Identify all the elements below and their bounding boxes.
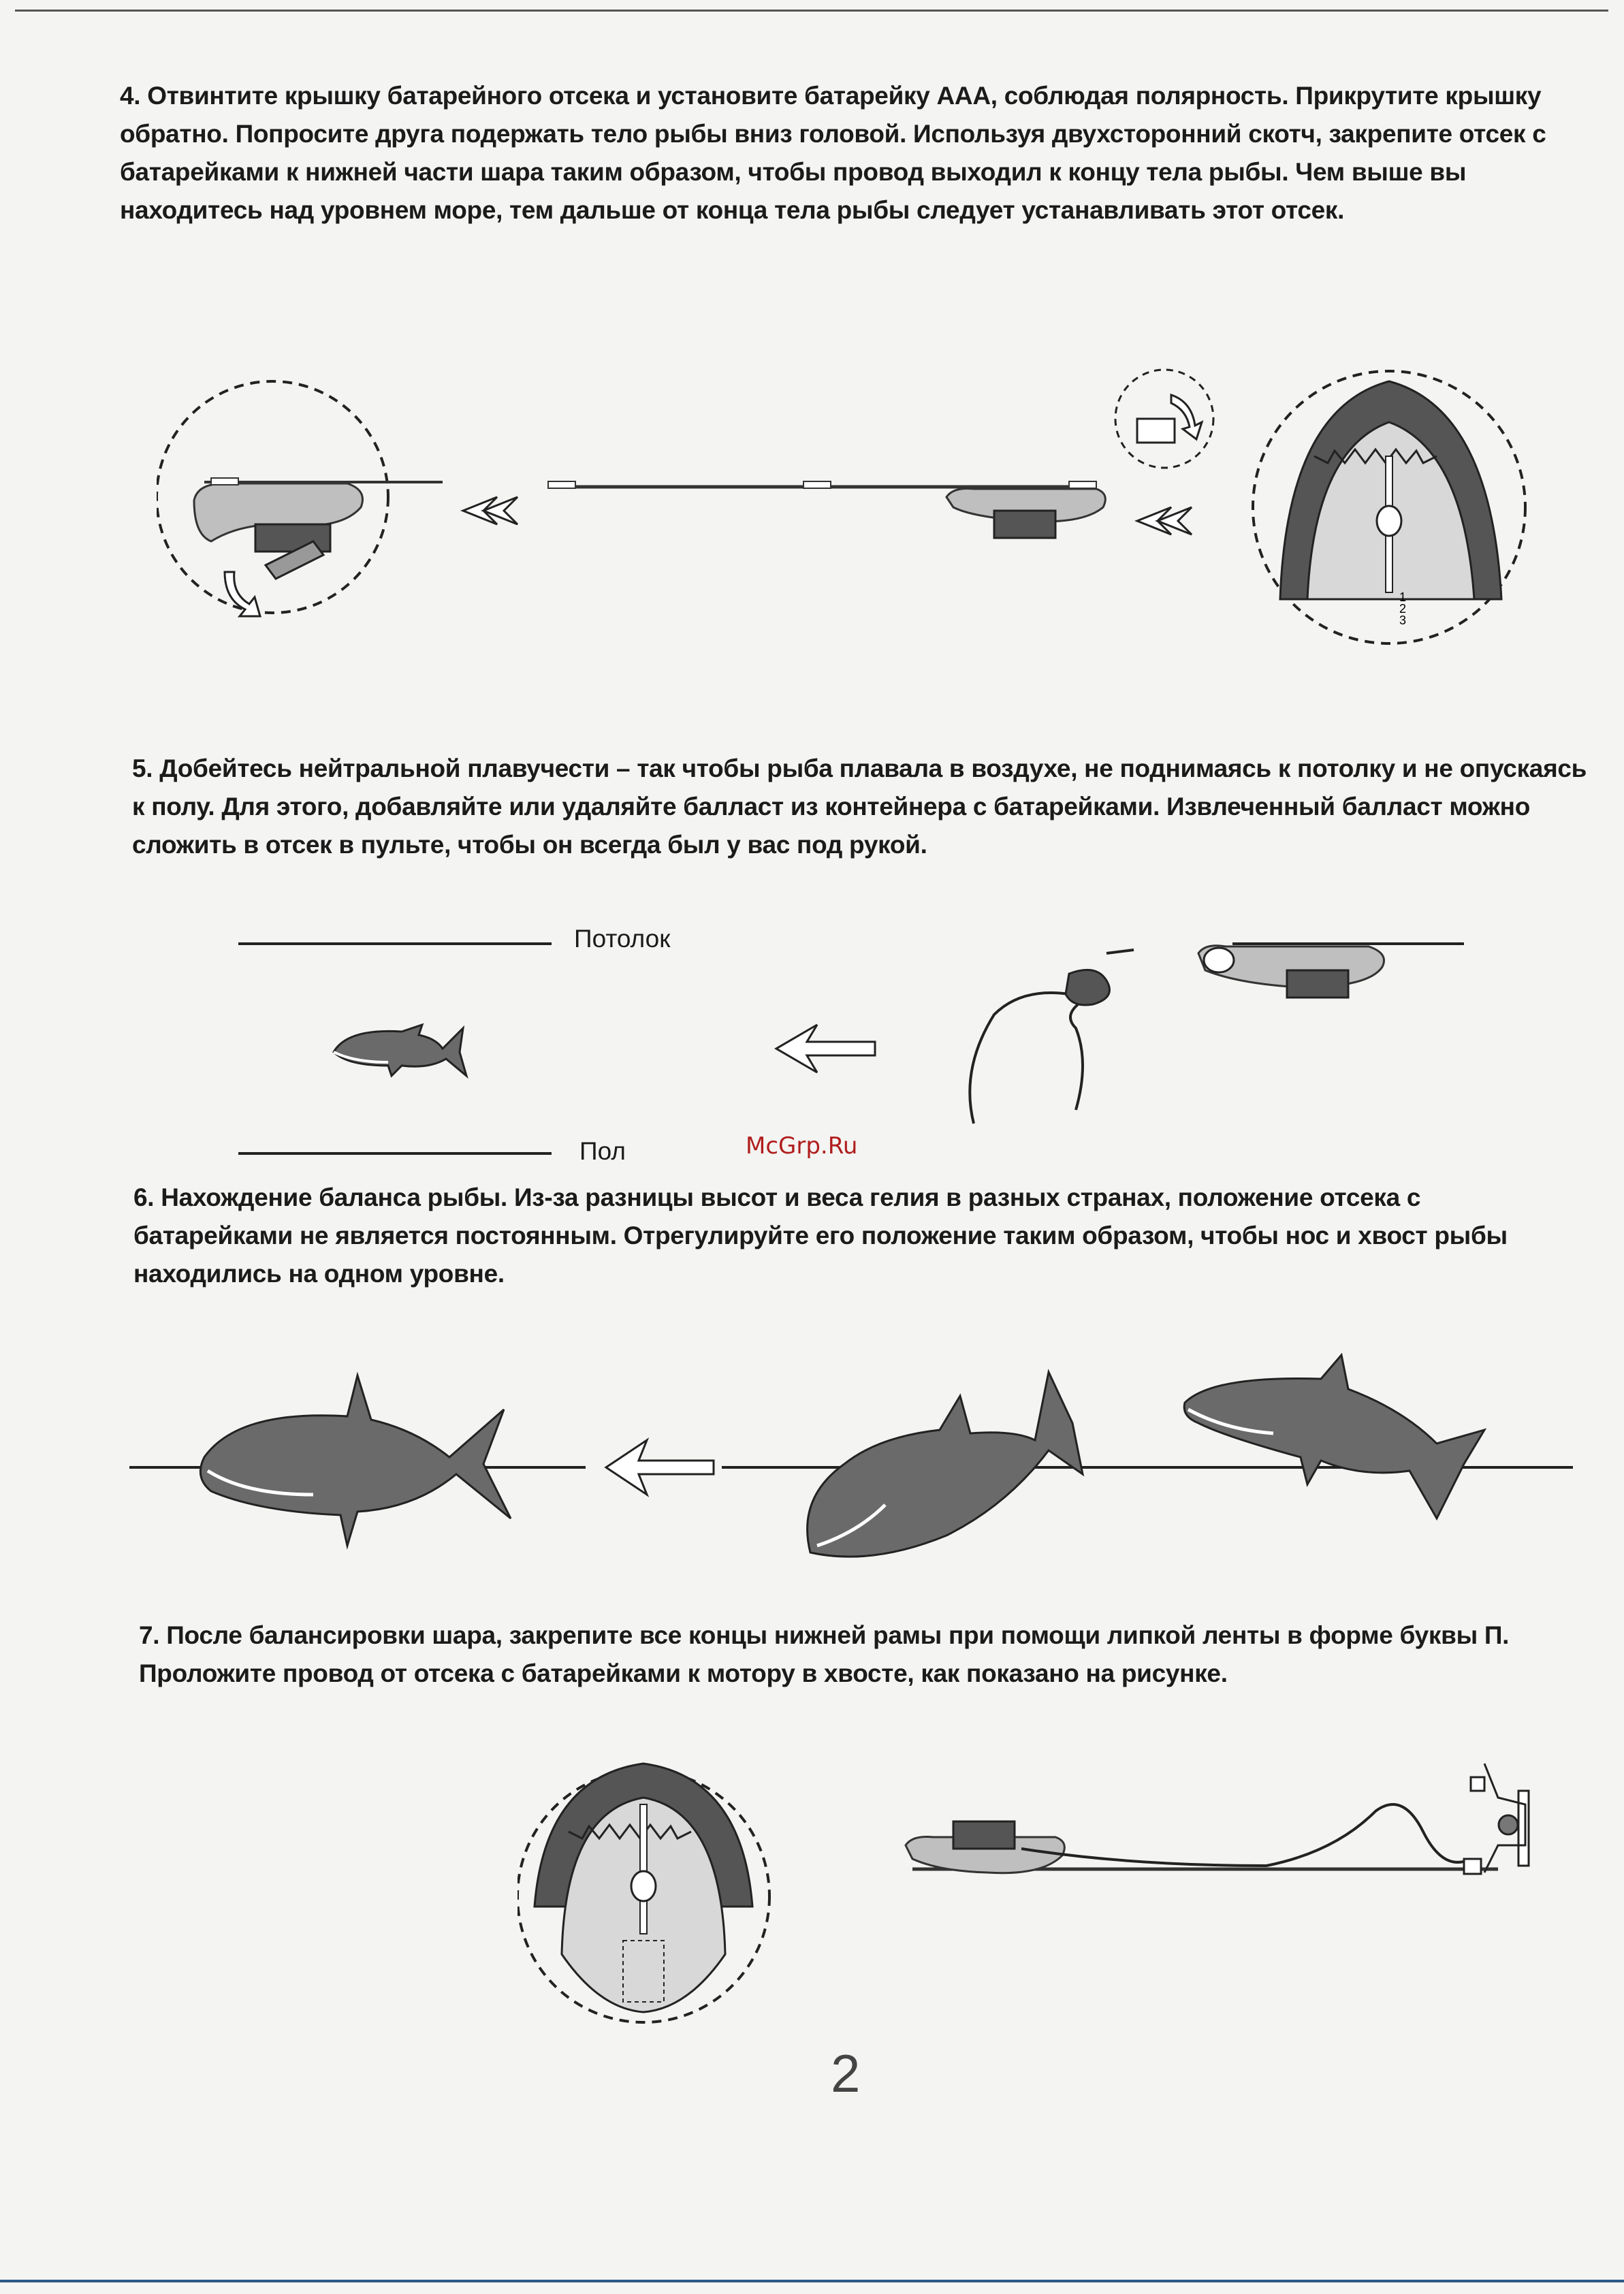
page-bottom-border [0,2280,1624,2282]
step-5-text: 5. Добейтесь нейтральной плавучести – так чтобы рыба плавала в воздухе, не поднимаясь к потолку и не опускаясь к полу. Для этого, добавляйте или удаляйте балласт из контейнера с батарейками. Извлеченный балласт можно сложить в отсек в пульте, чтобы он всегда был у вас под рукой. [132,754,1587,859]
step-7-text: 7. После балансировки шара, закрепите все концы нижней рамы при помощи липкой ленты в форме буквы П. Проложите провод от отсека с батарейками к мотору в хвосте, как показано на рисунке. [139,1621,1510,1687]
floor-label: Пол [579,1137,626,1165]
step-4-illustration [157,354,1607,674]
ceiling-label: Потолок [574,925,671,953]
page-number: 2 [831,2043,861,2103]
scale-2-label: 2 [1399,602,1407,616]
scale-1-label: 1 [1399,590,1407,604]
page-top-border [15,10,1608,12]
step-6-illustration [123,1348,1580,1573]
step-5-illustration [238,933,1573,1158]
step-6-text: 6. Нахождение баланса рыбы. Из-за разницы высот и веса гелия в разных странах, положение отсека с батарейками не является постоянным. Отрегулируйте его положение таким образом, чтобы нос и хвост рыбы находились на одном уровне. [133,1183,1508,1288]
scale-3-label: 3 [1399,614,1407,627]
step-4-text: 4. Отвинтите крышку батарейного отсека и установите батарейку ААА, соблюдая полярность. Прикрутите крышку обратно. Попросите друга подержать тело рыбы вниз головой. Используя двухсторонний скотч, закрепите отсек с батарейками к нижней части шара таким образом, чтобы провод выходил к концу тела рыбы. Чем выше вы находитесь над уровнем море, тем дальше от конца тела рыбы следует устанавливать этот отсек. [120,82,1546,224]
step-7-illustration [518,1750,1566,2036]
watermark-text: McGrp.Ru [746,1132,858,1160]
